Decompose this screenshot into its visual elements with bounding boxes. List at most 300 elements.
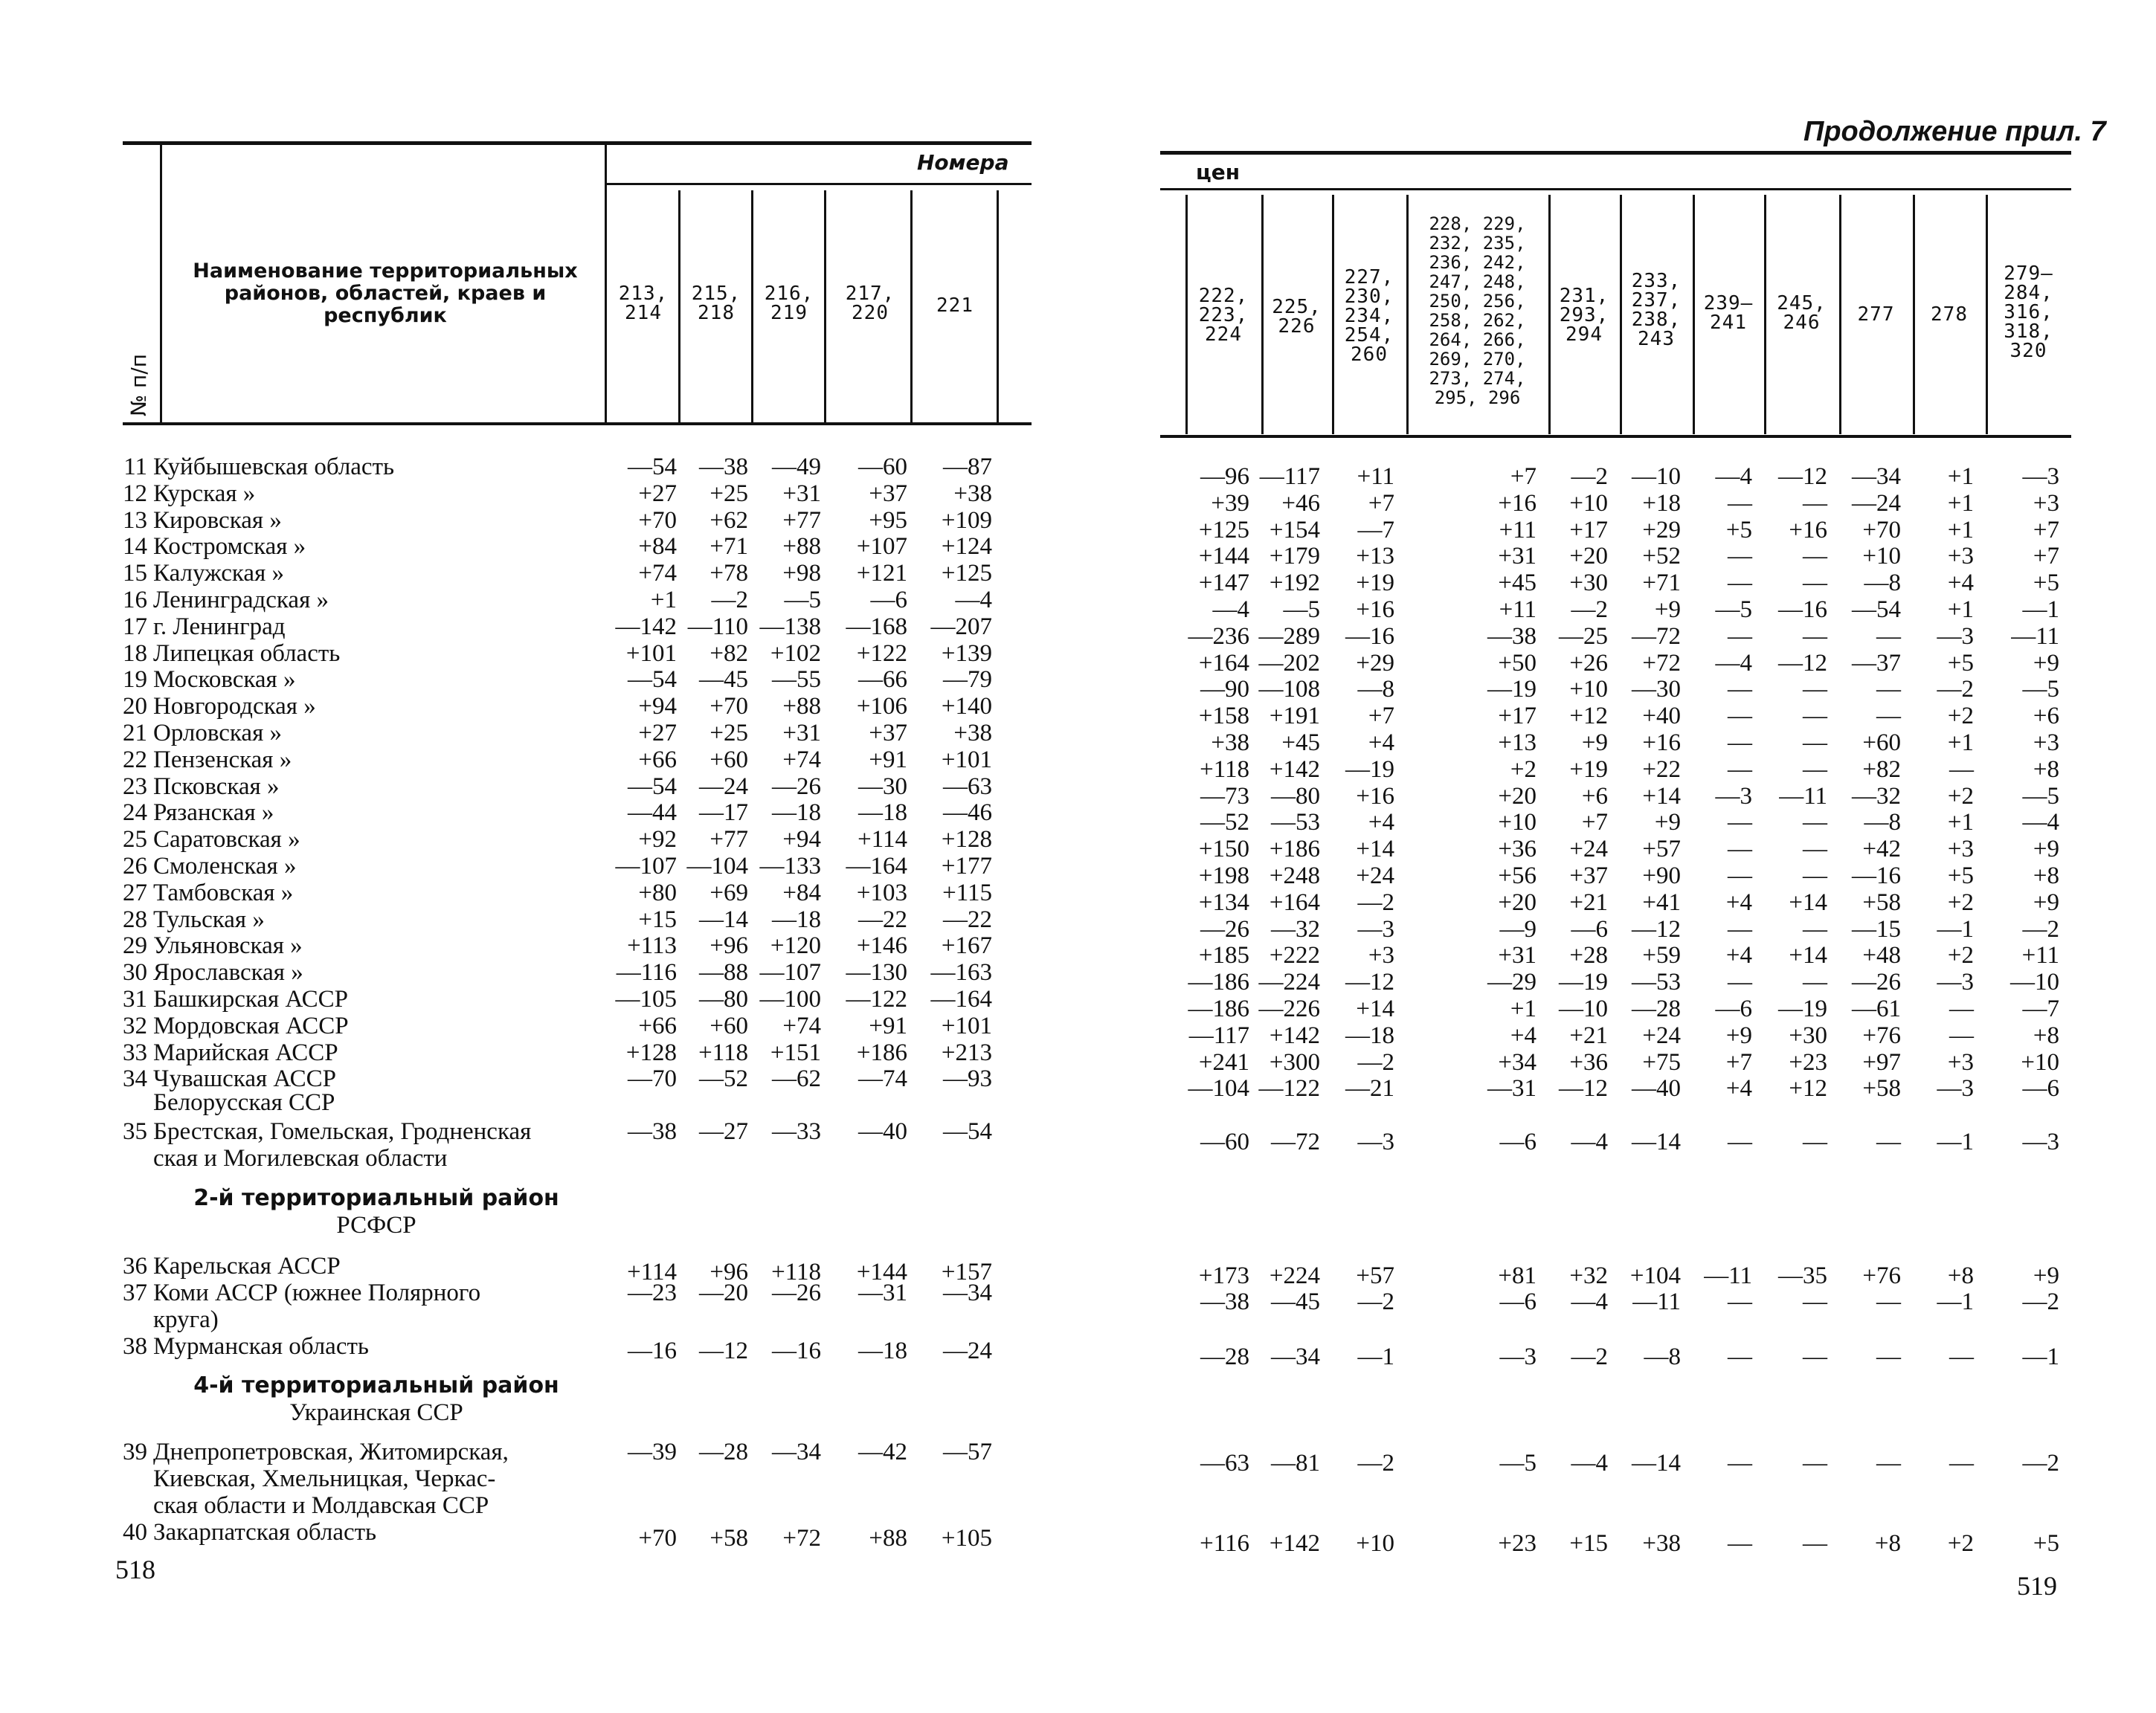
cell: +57 (1642, 836, 1681, 863)
cell: +9 (1725, 1022, 1752, 1049)
cell: +18 (1642, 489, 1681, 517)
cell: —3 (2022, 463, 2059, 490)
cell: +70 (638, 506, 677, 534)
cell: —33 (772, 1118, 821, 1145)
cell: —18 (858, 1338, 907, 1364)
cell: — (1728, 676, 1752, 703)
cell: +82 (709, 639, 748, 667)
cell: +7 (1368, 703, 1394, 730)
left-colhead-4: 217, 220 (845, 283, 895, 324)
row-name: Карельская АССР (153, 1253, 341, 1280)
row-name: Мордовская АССР (153, 1012, 349, 1039)
cell: —16 (1778, 596, 1827, 623)
cell: —3 (2022, 1129, 2059, 1155)
cell: — (1949, 755, 1974, 783)
cell: +11 (1357, 463, 1394, 490)
cell: +2 (1510, 755, 1536, 783)
cell: — (1949, 996, 1974, 1022)
cell: +3 (1947, 1048, 1974, 1076)
cell: — (1728, 915, 1752, 943)
cell: —4 (1212, 596, 1249, 623)
cell: —5 (1499, 1450, 1536, 1477)
cell: —207 (930, 613, 992, 640)
cell: —45 (1271, 1288, 1320, 1315)
cell: +124 (941, 533, 992, 561)
cell: +91 (869, 1012, 907, 1039)
right-colhead: 227, 230, 234, 254, 260 (1344, 266, 1394, 366)
cell: —26 (1200, 915, 1249, 943)
cell: +186 (856, 1039, 907, 1066)
cell: —2 (1357, 1288, 1394, 1315)
cell: —22 (858, 906, 907, 933)
cell: +17 (1498, 703, 1536, 730)
cell: +20 (1569, 543, 1608, 570)
cell: —54 (628, 666, 677, 694)
cell: +40 (1642, 703, 1681, 730)
cell: +106 (856, 693, 907, 720)
cell: — (1949, 1022, 1974, 1049)
row-name: г. Ленинград (153, 613, 286, 640)
cell: +24 (1356, 862, 1394, 889)
group-label-cen: цен (1196, 160, 1240, 184)
cell: —236 (1188, 622, 1249, 650)
row-name: Курская » (153, 480, 256, 507)
cell: —28 (1200, 1343, 1249, 1370)
cell: +4 (1510, 1022, 1536, 1049)
cell: +224 (1269, 1262, 1320, 1289)
left-colhead-2: 215, 218 (691, 283, 741, 324)
cell: +14 (1789, 942, 1827, 970)
cell: +13 (1356, 543, 1394, 570)
cell: —16 (1852, 862, 1901, 889)
cell: —117 (1259, 463, 1320, 490)
cell: —104 (1188, 1075, 1249, 1103)
row-name: Новгородская » (153, 693, 316, 720)
cell: +2 (1947, 1530, 1974, 1557)
cell: +5 (1947, 649, 1974, 677)
cell: +147 (1198, 570, 1249, 597)
cell: +1 (1947, 729, 1974, 756)
cell: +1 (1947, 489, 1974, 517)
cell: +80 (638, 879, 677, 906)
cell: +104 (1629, 1262, 1681, 1289)
cell: —62 (772, 1065, 821, 1093)
row-name: Коми АССР (южнее Полярного (153, 1280, 481, 1306)
cell: —38 (1200, 1288, 1249, 1315)
cell: +14 (1642, 782, 1681, 810)
row-number: 22 (123, 746, 147, 773)
row-number: 33 (123, 1039, 147, 1066)
cell: +2 (1947, 942, 1974, 970)
cell: +9 (2033, 1262, 2059, 1289)
cell: +8 (2033, 755, 2059, 783)
cell: +30 (1789, 1022, 1827, 1049)
table-row-35-cont (153, 1145, 447, 1172)
cell: +48 (1862, 942, 1901, 970)
cell: +96 (709, 1259, 748, 1285)
right-col-vline (1332, 195, 1334, 434)
row-name-cont: Киевская, Хмельницкая, Черкас- (153, 1465, 496, 1492)
cell: +74 (638, 560, 677, 587)
cell: +10 (2021, 1048, 2059, 1076)
cell: +19 (1569, 755, 1608, 783)
cell: —1 (1937, 1288, 1974, 1315)
cell: —72 (1271, 1129, 1320, 1155)
cell: —38 (1487, 622, 1536, 650)
cell: +11 (1499, 596, 1536, 623)
group-label-nomera: Номера (917, 150, 1009, 175)
right-colhead: 245, 246 (1777, 292, 1827, 334)
cell: +16 (1498, 489, 1536, 517)
row-number: 34 (123, 1065, 147, 1093)
page-number-right: 519 (2017, 1571, 2057, 1601)
cell: —163 (930, 959, 992, 987)
right-colhead: 278 (1931, 303, 1968, 326)
cell: —70 (628, 1065, 677, 1093)
cell: +21 (1569, 888, 1608, 916)
cell: —29 (1487, 969, 1536, 996)
cell: +144 (856, 1259, 907, 1285)
section-subtitle: РСФСР (336, 1212, 416, 1239)
cell: +128 (625, 1039, 677, 1066)
cell: — (1728, 570, 1752, 597)
cell: +1 (1947, 516, 1974, 543)
continuation-label: Продолжение прил. 7 (1803, 116, 2106, 147)
cell: +4 (1725, 942, 1752, 970)
cell: +25 (709, 480, 748, 507)
row-number: 21 (123, 720, 147, 746)
cell: —5 (784, 587, 821, 613)
cell: +8 (1947, 1262, 1974, 1289)
cell: +10 (1498, 809, 1536, 836)
cell: +17 (1569, 516, 1608, 543)
section-4-heading (153, 1372, 599, 1426)
cell: —2 (1357, 1048, 1394, 1076)
table-row-37-cont (153, 1306, 219, 1333)
cell: +70 (709, 693, 748, 720)
row-name: Пензенская » (153, 746, 292, 773)
table-row-39-cont (153, 1492, 489, 1519)
cell: +20 (1498, 888, 1536, 916)
cell: +113 (627, 932, 677, 960)
right-col-vline (1693, 195, 1695, 434)
row-number: 32 (123, 1012, 147, 1039)
left-colhead-3: 216, 219 (764, 283, 814, 324)
cell: — (1803, 1530, 1827, 1557)
cell: +62 (709, 506, 748, 534)
right-colhead: 279— 284, 316, 318, 320 (2004, 262, 2053, 362)
cell: +101 (625, 639, 677, 667)
row-number: 38 (123, 1333, 147, 1360)
cell: —19 (1487, 676, 1536, 703)
right-col-vline (1620, 195, 1622, 434)
row-name: Башкирская АССР (153, 986, 349, 1013)
cell: —2 (2022, 1450, 2059, 1477)
cell: +69 (709, 879, 748, 906)
right-col-vline (1986, 195, 1988, 434)
cell: —108 (1258, 676, 1320, 703)
cell: +36 (1498, 836, 1536, 863)
cell: +91 (869, 746, 907, 773)
cell: +50 (1498, 649, 1536, 677)
cell: +95 (869, 506, 907, 534)
cell: +23 (1498, 1530, 1536, 1557)
cell: — (1803, 755, 1827, 783)
cell: +45 (1281, 729, 1320, 756)
cell: +46 (1281, 489, 1320, 517)
cell: —25 (1559, 622, 1608, 650)
cell: +4 (1947, 570, 1974, 597)
cell: —186 (1188, 969, 1249, 996)
cell: +222 (1269, 942, 1320, 970)
cell: —116 (616, 959, 677, 987)
cell: —2 (1357, 1450, 1394, 1477)
cell: +8 (2033, 1022, 2059, 1049)
cell: +98 (782, 560, 821, 587)
cell: +10 (1569, 676, 1608, 703)
cell: +59 (1642, 942, 1681, 970)
cell: —12 (1559, 1075, 1608, 1103)
cell: —4 (1571, 1288, 1608, 1315)
cell: — (1728, 836, 1752, 863)
cell: +142 (1269, 1530, 1320, 1557)
cell: —54 (628, 772, 677, 800)
cell: +42 (1862, 836, 1901, 863)
cell: —38 (699, 454, 748, 480)
cell: +24 (1642, 1022, 1681, 1049)
cell: —4 (2022, 809, 2059, 836)
row-number: 31 (123, 986, 147, 1013)
cell: —11 (2011, 622, 2059, 650)
left-colhead-5: 221 (936, 294, 974, 317)
cell: —168 (846, 613, 907, 640)
left-colhead-1: 213, 214 (618, 283, 669, 324)
cell: +139 (941, 639, 992, 667)
cell: +16 (1789, 516, 1827, 543)
cell: —8 (1357, 676, 1394, 703)
cell: —104 (686, 853, 748, 880)
cell: +74 (782, 1012, 821, 1039)
cell: +58 (1862, 1075, 1901, 1103)
cell: —164 (846, 853, 907, 880)
cell: +14 (1356, 836, 1394, 863)
cell: —34 (1852, 463, 1901, 490)
right-header-bottom-rule (1160, 435, 2071, 438)
cell: +185 (1198, 942, 1249, 970)
cell: —10 (1559, 996, 1608, 1022)
cell: +77 (782, 506, 821, 534)
cell: +34 (1498, 1048, 1536, 1076)
cell: +173 (1198, 1262, 1249, 1289)
cell: —186 (1188, 996, 1249, 1022)
cell: —24 (699, 772, 748, 800)
row-name: Ленинградская » (153, 587, 329, 613)
cell: +9 (2033, 649, 2059, 677)
cell: —66 (858, 666, 907, 694)
cell: —52 (699, 1065, 748, 1093)
cell: +14 (1356, 996, 1394, 1022)
cell: +96 (709, 932, 748, 960)
cell: +5 (2033, 1530, 2059, 1557)
row-number: 14 (123, 533, 147, 561)
cell: —12 (699, 1338, 748, 1364)
row-number: 24 (123, 799, 147, 827)
cell: +90 (1642, 862, 1681, 889)
cell: — (1803, 862, 1827, 889)
cell: +12 (1569, 703, 1608, 730)
right-colhead: 231, 293, 294 (1559, 285, 1609, 346)
page-number-left: 518 (115, 1555, 155, 1584)
cell: —3 (1715, 782, 1752, 810)
cell: +191 (1269, 703, 1320, 730)
cell: +114 (857, 826, 907, 854)
cell: +38 (1211, 729, 1249, 756)
cell: +27 (638, 720, 677, 746)
row-number: 12 (123, 480, 147, 507)
cell: +186 (1269, 836, 1320, 863)
cell: —57 (943, 1439, 992, 1465)
right-colhead: 228, 229, 232, 235, 236, 242, 247, 248, 250, 256, 258, 262, 264, 266, 269, 270, 273, 274, 295, 296 (1429, 213, 1526, 408)
cell: — (1949, 1450, 1974, 1477)
cell: +52 (1642, 543, 1681, 570)
cell: +101 (941, 1012, 992, 1039)
row-number: 37 (123, 1280, 147, 1306)
left-header-vline-2 (605, 145, 607, 424)
cell: —3 (1357, 915, 1394, 943)
cell: —61 (1852, 996, 1901, 1022)
cell: —90 (1200, 676, 1249, 703)
cell: —54 (628, 454, 677, 480)
cell: +41 (1642, 888, 1681, 916)
subheading-text: Белорусская ССР (153, 1089, 335, 1116)
cell: —6 (870, 587, 907, 613)
cell: —100 (759, 986, 821, 1013)
cell: —16 (772, 1338, 821, 1364)
cell: —130 (846, 959, 907, 987)
cell: +146 (856, 932, 907, 960)
cell: —4 (1571, 1129, 1608, 1155)
cell: —1 (1357, 1343, 1394, 1370)
cell: — (1728, 1450, 1752, 1477)
cell: +144 (1198, 543, 1249, 570)
cell: —32 (1271, 915, 1320, 943)
cell: —26 (772, 772, 821, 800)
right-top-rule (1160, 151, 2071, 155)
cell: —14 (699, 906, 748, 933)
cell: —12 (1778, 463, 1827, 490)
cell: +74 (782, 746, 821, 773)
cell: +70 (638, 1525, 677, 1552)
cell: —60 (858, 454, 907, 480)
row-name: Ульяновская » (153, 932, 303, 960)
cell: — (1728, 703, 1752, 730)
cell: —3 (1937, 1075, 1974, 1103)
cell: +140 (941, 693, 992, 720)
cell: +9 (1654, 596, 1681, 623)
cell: —24 (943, 1338, 992, 1364)
cell: — (1803, 729, 1827, 756)
right-colhead: 222, 223, 224 (1198, 285, 1249, 346)
cell: —26 (1852, 969, 1901, 996)
row-name: Смоленская » (153, 853, 297, 880)
cell: —54 (943, 1118, 992, 1145)
cell: +121 (856, 560, 907, 587)
cell: —39 (628, 1439, 677, 1465)
cell: —34 (1271, 1343, 1320, 1370)
cell: —2 (2022, 915, 2059, 943)
cell: +10 (1862, 543, 1901, 570)
cell: —35 (1778, 1262, 1827, 1289)
cell: —289 (1258, 622, 1320, 650)
cell: +32 (1569, 1262, 1608, 1289)
cell: +72 (1642, 649, 1681, 677)
cell: +7 (1725, 1048, 1752, 1076)
cell: +66 (638, 1012, 677, 1039)
cell: +107 (856, 533, 907, 561)
cell: +4 (1368, 729, 1394, 756)
row-number: 29 (123, 932, 147, 960)
cell: +6 (1581, 782, 1608, 810)
cell: +109 (941, 506, 992, 534)
cell: +72 (782, 1525, 821, 1552)
cell: —60 (1200, 1129, 1249, 1155)
cell: +29 (1356, 649, 1394, 677)
row-number: 39 (123, 1439, 147, 1465)
cell: —122 (1258, 1075, 1320, 1103)
cell: —5 (1283, 596, 1320, 623)
cell: —87 (943, 454, 992, 480)
cell: +29 (1642, 516, 1681, 543)
cell: +28 (1569, 942, 1608, 970)
cell: +24 (1569, 836, 1608, 863)
cell: —23 (628, 1280, 677, 1306)
cell: +241 (1198, 1048, 1249, 1076)
cell: —15 (1852, 915, 1901, 943)
section-subtitle: Украинская ССР (289, 1399, 463, 1426)
cell: — (1803, 836, 1827, 863)
cell: —2 (2022, 1288, 2059, 1315)
cell: —45 (699, 666, 748, 694)
cell: — (1803, 622, 1827, 650)
cell: +151 (770, 1039, 821, 1066)
cell: +105 (941, 1525, 992, 1552)
cell: +31 (1498, 942, 1536, 970)
cell: +122 (856, 639, 907, 667)
cell: —37 (1852, 649, 1901, 677)
row-number: 18 (123, 639, 147, 667)
cell: —142 (615, 613, 677, 640)
right-colhead: 277 (1857, 303, 1895, 326)
row-number: 27 (123, 879, 147, 906)
cell: +128 (941, 826, 992, 854)
right-col-vline (1261, 195, 1264, 434)
cell: —63 (1200, 1450, 1249, 1477)
cell: —63 (943, 772, 992, 800)
cell: +7 (1581, 809, 1608, 836)
row-name: Закарпатская область (153, 1519, 377, 1546)
cell: —110 (687, 613, 748, 640)
cell: —32 (1852, 782, 1901, 810)
cell: +76 (1862, 1262, 1901, 1289)
cell: —3 (1937, 969, 1974, 996)
left-col-vline (910, 190, 913, 422)
cell: +150 (1198, 836, 1249, 863)
cell: — (1728, 543, 1752, 570)
cell: —44 (628, 799, 677, 827)
row-number: 40 (123, 1519, 147, 1546)
cell: +300 (1269, 1048, 1320, 1076)
cell: —4 (955, 587, 992, 613)
